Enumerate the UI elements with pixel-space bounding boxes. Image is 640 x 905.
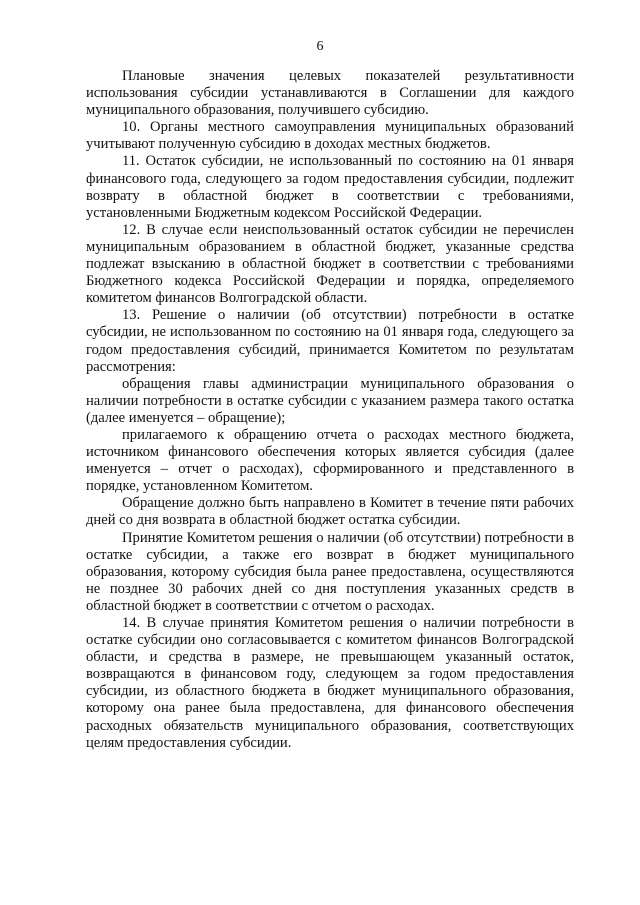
paragraph-12: 12. В случае если неиспользованный остаток субсидии не перечислен муниципальным образованием в областной бюджет, указанные средства подлежат взысканию в областной бюджет в соответствии с требованиями Бюджетного кодекса Российской Федерации и порядка, определяемого комитетом финансов Волгоградской области. <box>86 221 574 307</box>
paragraph-13-appeal: обращения главы администрации муниципального образования о наличии потребности в остатке субсидии с указанием размера такого остатка (далее именуется – обращение); <box>86 375 574 426</box>
paragraph-appeal-deadline: Обращение должно быть направлено в Комитет в течение пяти рабочих дней со дня возврата в областной бюджет остатка субсидии. <box>86 495 574 529</box>
paragraph-13-report: прилагаемого к обращению отчета о расходах местного бюджета, источником финансового обеспечения которых является субсидия (далее именуется – отчет о расходах), сформированного и представленного в порядке, установленном Комитетом. <box>86 426 574 495</box>
paragraph-11: 11. Остаток субсидии, не использованный по состоянию на 01 января финансового года, следующего за годом предоставления субсидии, подлежит возврату в областной бюджет в соответствии с требованиями, установленными Бюджетным кодексом Российской Федерации. <box>86 153 574 221</box>
paragraph-10: 10. Органы местного самоуправления муниципальных образований учитывают полученную субсидию в доходах местных бюджетов. <box>86 119 574 153</box>
paragraph-decision-deadline: Принятие Комитетом решения о наличии (об отсутствии) потребности в остатке субсидии, а также его возврат в бюджет муниципального образования, которому субсидия была ранее предоставлена, осуществляются не позднее 30 рабочих дней со дня поступления указанных средств в областной бюджет в соответствии с отчетом о расходах. <box>86 529 574 614</box>
document-body <box>86 68 574 752</box>
page-number: 6 <box>316 39 324 54</box>
paragraph-13: 13. Решение о наличии (об отсутствии) потребности в остатке субсидии, не использованном по состоянию на 01 января года, следующего за годом предоставления субсидий, принимается Комитетом по результатам рассмотрения: <box>86 307 574 375</box>
paragraph-14: 14. В случае принятия Комитетом решения о наличии потребности в остатке субсидии оно согласовывается с комитетом финансов Волгоградской области, и средства в размере, не превышающем указанный остаток, возвращаются в финансовом году, следующем за годом предоставления субсидии, из областного бюджета в бюджет муниципального образования, которому она ранее была предоставлена, для финансового обеспечения расходных обязательств муниципального образования, соответствующих целям предоставления субсидии. <box>86 615 574 751</box>
paragraph-target-indicators: Плановые значения целевых показателей результативности использования субсидии устанавливаются в Соглашении для каждого муниципального образования, получившего субсидию. <box>86 68 574 119</box>
